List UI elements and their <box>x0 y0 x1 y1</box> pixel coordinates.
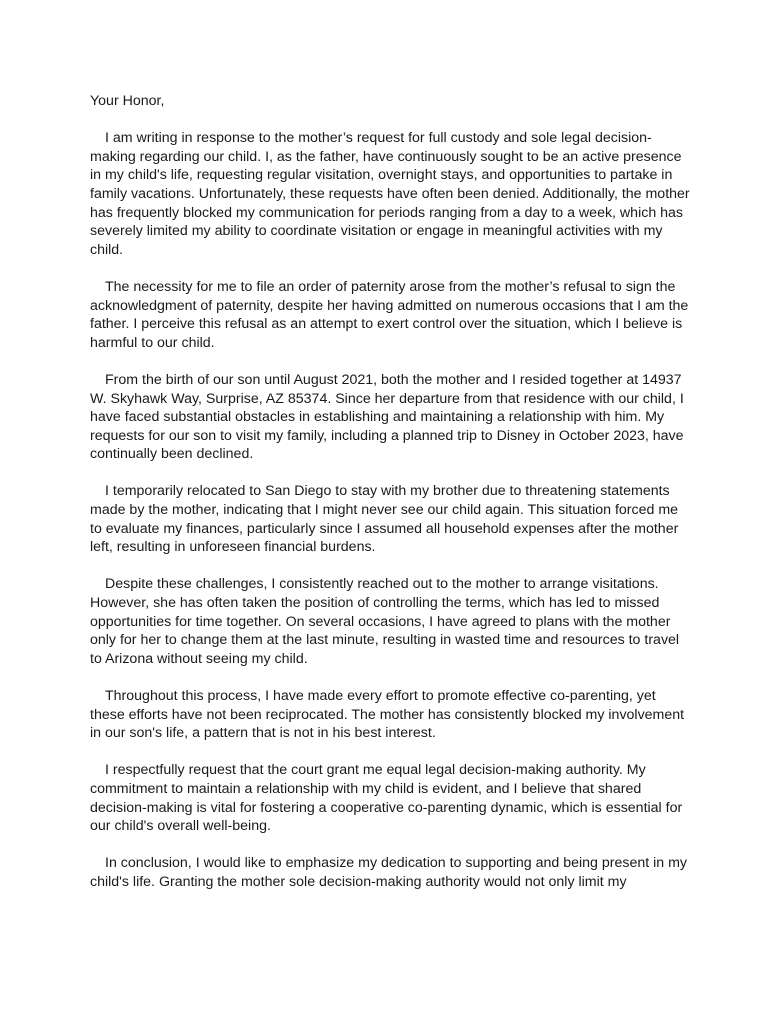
letter-salutation: Your Honor, <box>90 93 165 109</box>
letter-paragraph-3: From the birth of our son until August 2021, both the mother and I resided together at 14937 W. Skyhawk Way, Surprise, AZ 85374. Since her departure from that residence with our child, I have faced substantial obstacles in establishing and maintaining a relationship with him. My requests for our son to visit my family, including a planned trip to Disney in October 2023, have continually been declined. <box>90 371 684 463</box>
letter-paragraph-5: Despite these challenges, I consistently reached out to the mother to arrange visitations. However, she has often taken the position of controlling the terms, which has led to missed opportunities for time together. On several occasions, I have agreed to plans with the mother only for her to change them at the last minute, resulting in wasted time and resources to travel to Arizona without seeing my child. <box>90 576 680 667</box>
letter-paragraph-7: I respectfully request that the court grant me equal legal decision-making authority. My commitment to maintain a relationship with my child is evident, and I believe that shared decision-making is vital for fostering a cooperative co-parenting dynamic, which is essential for our child's overall well-being. <box>90 762 683 835</box>
letter-paragraph-4: I temporarily relocated to San Diego to stay with my brother due to threatening statements made by the mother, indicating that I might never see our child again. This situation forced me to evaluate my finances, particularly since I assumed all household expenses after the mother left, resulting in unforeseen financial burdens. <box>90 483 679 556</box>
letter-paragraph-8: In conclusion, I would like to emphasize my dedication to supporting and being present in my child's life. Granting the mother sole decision-making authority would not only limit my <box>90 855 688 890</box>
letter-paragraph-2: The necessity for me to file an order of paternity arose from the mother’s refusal to sign the acknowledgment of paternity, despite her having admitted on numerous occasions that I am the father. I perceive this refusal as an attempt to exert control over the situation, which I believe is harmful to our child. <box>90 278 689 351</box>
letter-paragraph-6: Throughout this process, I have made every effort to promote effective co-parenting, yet these efforts have not been reciprocated. The mother has consistently blocked my involvement in our son's life, a pattern that is not in his best interest. <box>90 688 685 742</box>
letter-paragraph-1: I am writing in response to the mother’s request for full custody and sole legal decision-making regarding our child. I, as the father, have continuously sought to be an active presence in my child's life, requesting regular visitation, overnight stays, and opportunities to partake in family vacations. Unfortunately, these requests have often been denied. Additionally, the mother has frequently blocked my communication for periods ranging from a day to a week, which has severely limited my ability to coordinate visitation or engage in meaningful activities with my child. <box>90 130 690 258</box>
letter-body <box>90 92 690 910</box>
